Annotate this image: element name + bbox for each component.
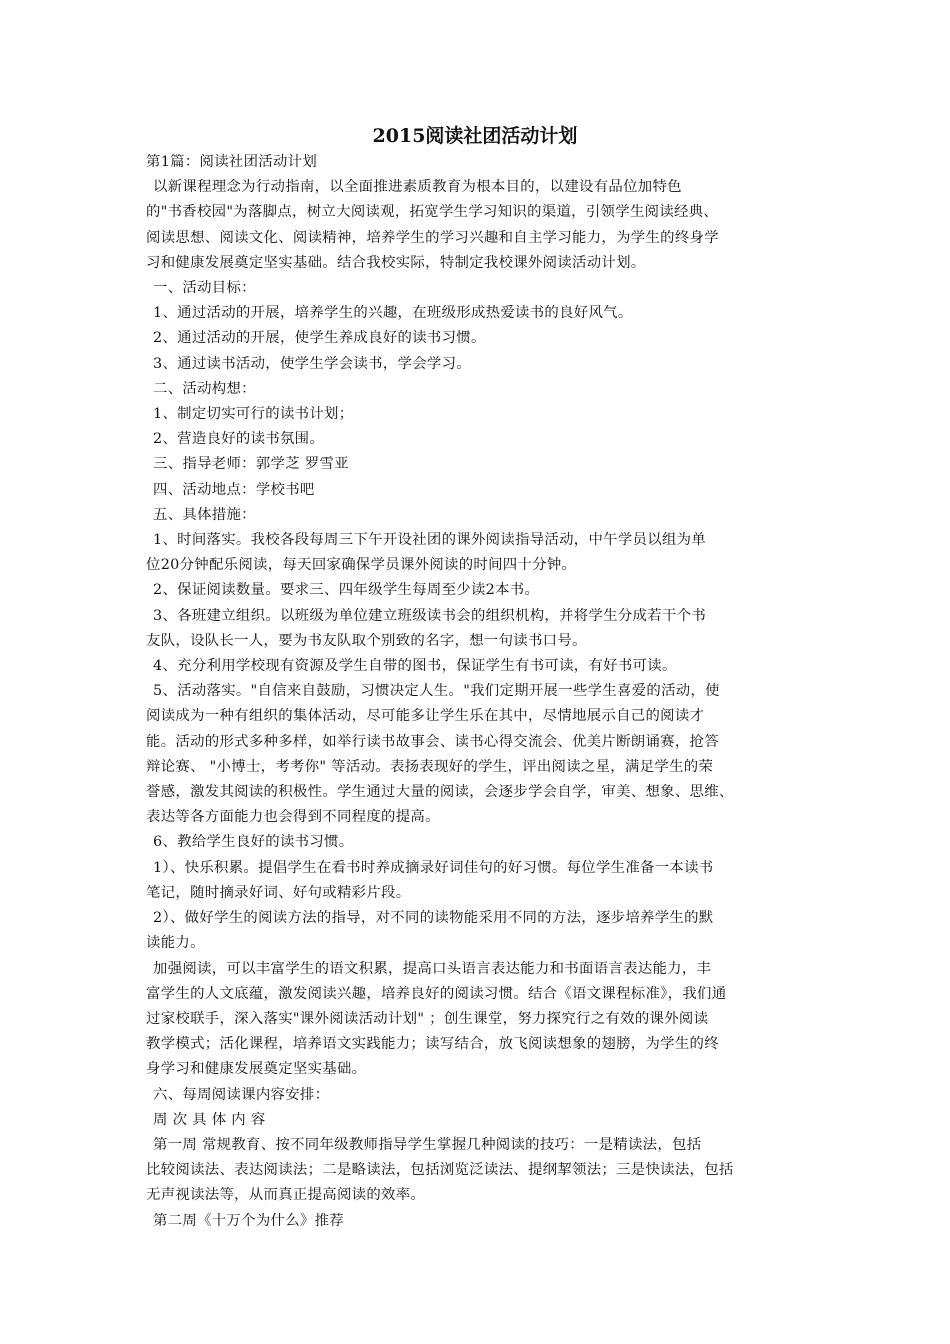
text-line: 读能力。 <box>146 935 205 952</box>
text-line: 2、保证阅读数量。要求三、四年级学生每周至少读2本书。 <box>153 582 540 599</box>
text-line: 习和健康发展奠定坚实基础。结合我校实际，特制定我校课外阅读活动计划。 <box>146 254 646 271</box>
text-line: 六、每周阅读课内容安排： <box>153 1086 330 1103</box>
text-line: 比较阅读法、表达阅读法；二是略读法，包括浏览泛读法、提纲挈领法；三是快读法，包括 <box>146 1162 734 1179</box>
text-line: 教学模式；活化课程，培养语文实践能力；读写结合，放飞阅读想象的翅膀，为学生的终 <box>146 1036 719 1053</box>
text-line: 无声视读法等，从而真正提高阅读的效率。 <box>146 1187 426 1204</box>
text-line: 的"书香校园"为落脚点，树立大阅读观，拓宽学生学习知识的渠道，引领学生阅读经典、 <box>146 204 719 221</box>
text-line: 过家校联手，深入落实"课外阅读活动计划" ；创生课堂，努力探究行之有效的课外阅读 <box>146 1010 709 1027</box>
text-line: 誉感，激发其阅读的积极性。学生通过大量的阅读，会逐步学会自学，审美、想象、思维、 <box>146 784 734 801</box>
text-line: 第1篇：阅读社团活动计划 <box>146 154 318 170</box>
text-line: 1、制定切实可行的读书计划； <box>153 406 354 423</box>
text-line: 笔记，随时摘录好词、好句或精彩片段。 <box>146 884 411 901</box>
text-line: 1、时间落实。我校各段每周三下午开设社团的课外阅读指导活动，中午学员以组为单 <box>153 532 707 549</box>
text-line: 表达等各方面能力也会得到不同程度的提高。 <box>146 809 440 826</box>
text-line: 2、通过活动的开展，使学生养成良好的读书习惯。 <box>153 330 486 347</box>
text-line: 阅读思想、阅读文化、阅读精神，培养学生的学习兴趣和自主学习能力，为学生的终身学 <box>146 229 719 246</box>
document-title: 2015阅读社团活动计划 <box>372 125 578 147</box>
text-line: 位20分钟配乐阅读，每天回家确保学员课外阅读的时间四十分钟。 <box>146 557 577 574</box>
text-line: 2）、做好学生的阅读方法的指导，对不同的读物能采用不同的方法，逐步培养学生的默 <box>153 910 714 927</box>
text-line: 5、活动落实。"自信来自鼓励，习惯决定人生。"我们定期开展一些学生喜爱的活动，使 <box>153 683 720 700</box>
text-line: 能。活动的形式多种多样，如举行读书故事会、读书心得交流会、优美片断朗诵赛，抢答 <box>146 733 719 750</box>
document-body <box>146 150 812 1234</box>
text-line: 3、各班建立组织。以班级为单位建立班级读书会的组织机构，并将学生分成若干个书 <box>153 607 707 624</box>
text-line: 三、指导老师：郭学芝 罗雪亚 <box>153 456 349 473</box>
text-line: 4、充分利用学校现有资源及学生自带的图书，保证学生有书可读，有好书可读。 <box>153 658 677 675</box>
text-line: 四、活动地点：学校书吧 <box>153 481 315 498</box>
text-line: 友队，设队长一人，要为书友队取个别致的名字，想一句读书口号。 <box>146 632 587 649</box>
text-line: 二、活动构想： <box>153 380 256 397</box>
text-line: 以新课程理念为行动指南，以全面推进素质教育为根本目的，以建设有品位加特色 <box>153 179 682 196</box>
text-line: 周 次 具 体 内 容 <box>153 1111 266 1128</box>
text-line: 富学生的人文底蕴，激发阅读兴趣，培养良好的阅读习惯。结合《语文课程标准》，我们通 <box>146 985 727 1002</box>
text-line: 第二周《十万个为什么》推荐 <box>153 1212 344 1229</box>
text-line: 3、通过读书活动，使学生学会读书，学会学习。 <box>153 355 471 372</box>
text-line: 加强阅读，可以丰富学生的语文积累，提高口头语言表达能力和书面语言表达能力，丰 <box>153 960 712 977</box>
text-line: 1、通过活动的开展，培养学生的兴趣，在班级形成热爱读书的良好风气。 <box>153 305 633 322</box>
text-line: 一、活动目标： <box>153 280 256 297</box>
text-line: 2、营造良好的读书氛围。 <box>153 431 325 448</box>
text-line: 第一周 常规教育、按不同年级教师指导学生掌握几种阅读的技巧：一是精读法，包括 <box>153 1136 702 1153</box>
text-line: 五、具体措施： <box>153 506 256 523</box>
text-line: 阅读成为一种有组织的集体活动，尽可能多让学生乐在其中，尽情地展示自己的阅读才 <box>146 708 705 725</box>
text-line: 辩论赛、 "小博士，考考你" 等活动。表扬表现好的学生，评出阅读之星，满足学生的荣 <box>146 758 714 775</box>
text-line: 6、教给学生良好的读书习惯。 <box>153 834 354 851</box>
text-line: 1）、快乐积累。提倡学生在看书时养成摘录好词佳句的好习惯。每位学生准备一本读书 <box>153 859 714 876</box>
text-line: 身学习和健康发展奠定坚实基础。 <box>146 1061 367 1078</box>
